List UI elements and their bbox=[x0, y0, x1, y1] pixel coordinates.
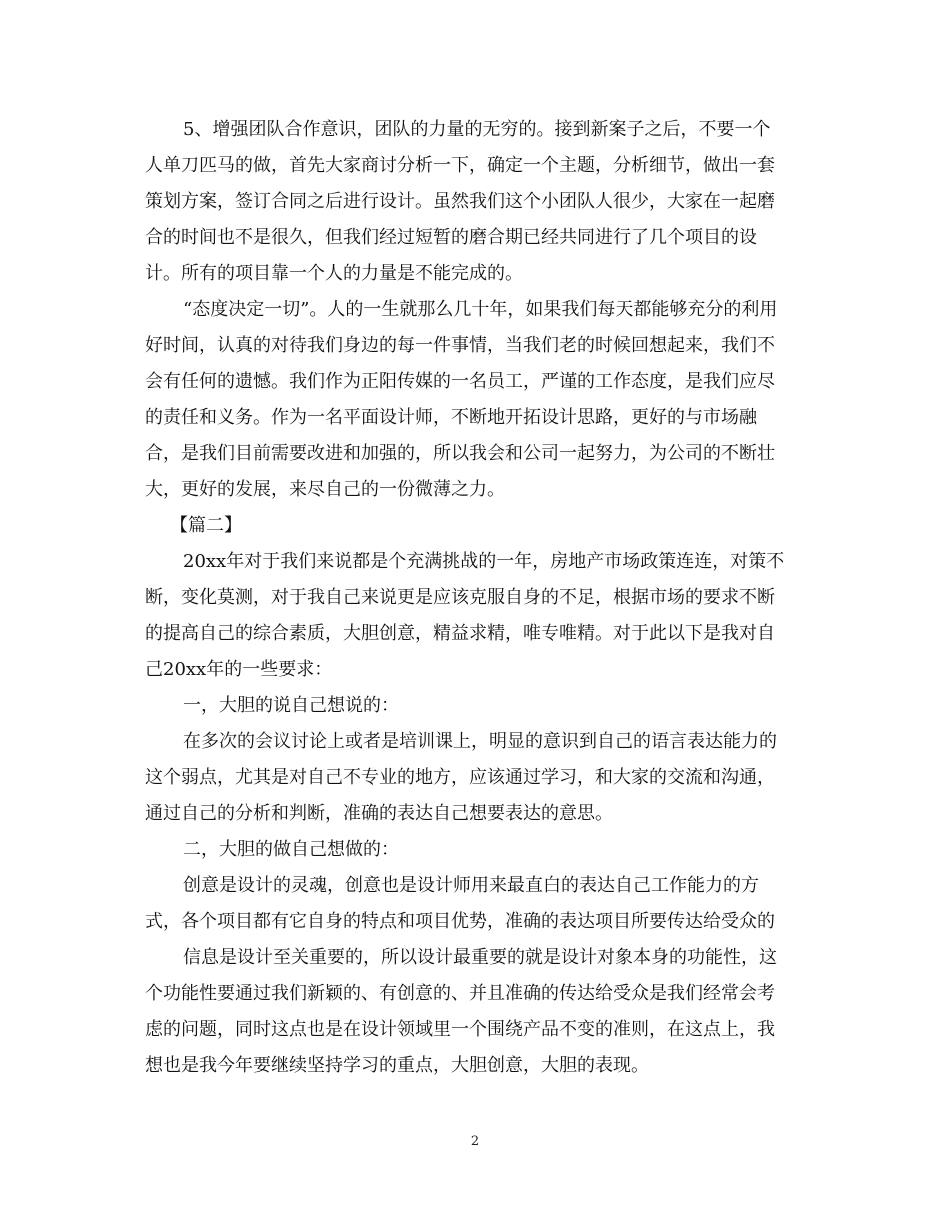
paragraph-line: 通过自己的分析和判断，准确的表达自己想要表达的意思。 bbox=[145, 803, 613, 824]
paragraph-line: 会有任何的遗憾。我们作为正阳传媒的一名员工，严谨的工作态度，是我们应尽 bbox=[145, 371, 775, 392]
paragraph-line: 己20xx年的一些要求： bbox=[145, 659, 333, 680]
paragraph-line: 断，变化莫测，对于我自己来说更是应该克服自身的不足，根据市场的要求不断 bbox=[145, 587, 775, 608]
paragraph-line: 想也是我今年要继续坚持学习的重点，大胆创意，大胆的表现。 bbox=[145, 1055, 649, 1076]
paragraph-line: 5、增强团队合作意识，团队的力量的无穷的。接到新案子之后，不要一个 bbox=[183, 119, 771, 140]
page-number: 2 bbox=[470, 1134, 480, 1149]
paragraph-line: 虑的问题，同时这点也是在设计领域里一个围绕产品不变的准则，在这点上，我 bbox=[145, 1019, 775, 1040]
paragraph-line: 在多次的会议讨论上或者是培训课上，明显的意识到自己的语言表达能力的 bbox=[183, 731, 777, 752]
list-heading: 一，大胆的说自己想说的： bbox=[183, 695, 399, 716]
paragraph-line: 合的时间也不是很久，但我们经过短暂的磨合期已经共同进行了几个项目的设 bbox=[145, 227, 757, 248]
paragraph-line: 个功能性要通过我们新颖的、有创意的、并且准确的传达给受众是我们经常会考 bbox=[145, 983, 775, 1004]
section-heading: 【篇二】 bbox=[170, 515, 242, 536]
paragraph-line: 20xx年对于我们来说都是个充满挑战的一年，房地产市场政策连连，对策不 bbox=[183, 551, 785, 572]
paragraph-line: 人单刀匹马的做，首先大家商讨分析一下，确定一个主题，分析细节，做出一套 bbox=[145, 155, 775, 176]
list-heading: 二，大胆的做自己想做的： bbox=[183, 839, 399, 860]
paragraph-line: 这个弱点，尤其是对自己不专业的地方，应该通过学习，和大家的交流和沟通， bbox=[145, 767, 775, 788]
paragraph-line: 好时间，认真的对待我们身边的每一件事情，当我们老的时候回想起来，我们不 bbox=[145, 335, 775, 356]
paragraph-line: 大，更好的发展，来尽自己的一份微薄之力。 bbox=[145, 479, 505, 500]
paragraph-line: 的提高自己的综合素质，大胆创意，精益求精，唯专唯精。对于此以下是我对自 bbox=[145, 623, 775, 644]
paragraph-line: 策划方案，签订合同之后进行设计。虽然我们这个小团队人很少，大家在一起磨 bbox=[145, 191, 775, 212]
paragraph-line: 创意是设计的灵魂，创意也是设计师用来最直白的表达自己工作能力的方 bbox=[183, 875, 759, 896]
paragraph-line: “态度决定一切”。人的一生就那么几十年，如果我们每天都能够充分的利用 bbox=[183, 299, 778, 320]
paragraph-line: 信息是设计至关重要的，所以设计最重要的就是设计对象本身的功能性，这 bbox=[183, 947, 777, 968]
paragraph-line: 计。所有的项目靠一个人的力量是不能完成的。 bbox=[145, 263, 523, 284]
paragraph-line: 的责任和义务。作为一名平面设计师，不断地开拓设计思路，更好的与市场融 bbox=[145, 407, 757, 428]
paragraph-line: 式，各个项目都有它自身的特点和项目优势，准确的表达项目所要传达给受众的 bbox=[145, 911, 775, 932]
paragraph-line: 合，是我们目前需要改进和加强的，所以我会和公司一起努力，为公司的不断壮 bbox=[145, 443, 775, 464]
